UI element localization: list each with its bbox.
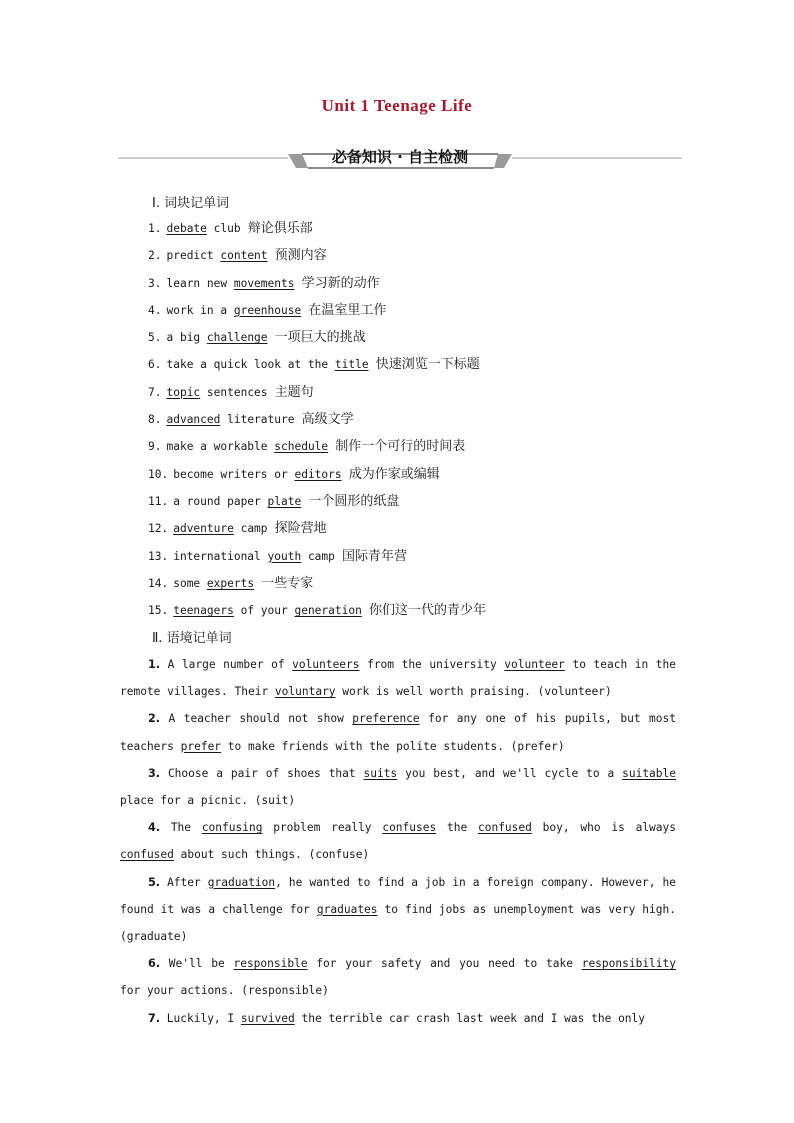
- context-text: from the university: [359, 658, 505, 671]
- vocab-number: 13.: [148, 549, 169, 563]
- context-item: [120, 1005, 676, 1032]
- context-answer: voluntary: [274, 685, 336, 699]
- context-item: [120, 869, 676, 951]
- vocab-answer: greenhouse: [233, 303, 302, 317]
- vocab-number: 3.: [148, 276, 162, 290]
- context-item: [120, 760, 676, 814]
- vocab-item: [148, 354, 486, 381]
- vocab-text: camp: [301, 549, 335, 563]
- context-text: about such things. (confuse): [173, 848, 370, 862]
- vocab-text: a round paper: [173, 494, 268, 508]
- vocab-translation: 在温室里工作: [304, 302, 387, 318]
- vocab-translation: 一些专家: [257, 575, 314, 591]
- context-text: work is well worth praising. (volunteer): [335, 685, 612, 699]
- context-text: We'll be: [160, 957, 234, 971]
- context-text: for your actions. (responsible): [120, 984, 329, 998]
- vocab-text: make a workable: [166, 440, 275, 454]
- context-text: to make friends with the polite students. (prefer): [221, 739, 565, 753]
- vocab-text: predict: [166, 249, 221, 263]
- vocab-number: 1.: [148, 222, 162, 235]
- vocab-translation: 你们这一代的青少年: [364, 603, 486, 619]
- vocab-list: [148, 218, 486, 627]
- vocab-answer: teenagers: [173, 604, 234, 618]
- vocab-text: literature: [220, 413, 295, 427]
- vocab-translation: 一项巨大的挑战: [270, 330, 366, 346]
- context-text: After: [160, 875, 208, 889]
- context-number: 3.: [148, 766, 161, 780]
- vocab-answer: advanced: [166, 413, 221, 427]
- vocab-answer: adventure: [173, 522, 234, 536]
- vocab-number: 4.: [148, 303, 162, 317]
- page-title: Unit 1 Teenage Life: [321, 96, 473, 115]
- context-number: 2.: [148, 712, 161, 726]
- vocab-translation: 学习新的动作: [297, 275, 380, 291]
- vocab-text: international: [173, 549, 268, 563]
- vocab-text: work in a: [166, 303, 234, 317]
- context-text: , he wanted to find a job in a foreign company. However, he found it was a challenge for: [120, 875, 676, 916]
- vocab-text: club: [206, 222, 241, 235]
- vocab-number: 6.: [148, 358, 162, 372]
- context-item: [120, 814, 676, 868]
- vocab-text: learn new: [166, 276, 234, 290]
- vocab-item: [148, 300, 486, 327]
- context-text: the terrible car crash last week and I was the only: [294, 1011, 646, 1025]
- vocab-item: [148, 573, 486, 600]
- context-item: [120, 651, 676, 705]
- context-answer: confused: [477, 821, 532, 835]
- context-answer: confuses: [382, 821, 437, 835]
- vocab-item: [148, 382, 486, 409]
- vocab-answer: editors: [294, 467, 342, 481]
- context-number: 7.: [148, 1011, 161, 1025]
- context-number: 5.: [148, 875, 161, 889]
- vocab-answer: schedule: [274, 440, 329, 454]
- vocab-text: of your: [233, 604, 295, 618]
- vocab-number: 12.: [148, 522, 169, 536]
- vocab-answer: plate: [267, 494, 302, 508]
- vocab-item: [148, 518, 486, 545]
- vocab-answer: youth: [267, 549, 302, 563]
- vocab-item: [148, 464, 486, 491]
- vocab-item: [148, 436, 486, 463]
- vocab-item: [148, 600, 486, 627]
- vocab-answer: debate: [166, 222, 207, 235]
- vocab-number: 2.: [148, 249, 162, 263]
- context-answer: prefer: [180, 739, 222, 753]
- vocab-number: 10.: [148, 467, 169, 481]
- context-answer: graduates: [316, 902, 378, 916]
- vocab-item: [148, 546, 486, 573]
- context-text: to find jobs as unemployment was very high. (graduate): [120, 902, 676, 944]
- context-answer: confused: [120, 848, 174, 862]
- context-answer: responsibility: [581, 957, 676, 971]
- context-text: place for a picnic. (suit): [120, 794, 296, 808]
- context-answer: volunteers: [292, 658, 360, 671]
- vocab-number: 15.: [148, 604, 169, 618]
- context-answer: suits: [363, 766, 398, 780]
- section-heading-1: Ⅰ. 词块记单词: [152, 196, 230, 211]
- context-text: Luckily, I: [160, 1011, 241, 1025]
- vocab-answer: challenge: [206, 331, 268, 345]
- context-answer: survived: [240, 1011, 295, 1025]
- section-banner: [118, 144, 682, 174]
- vocab-answer: experts: [206, 576, 255, 590]
- context-text: you best, and we'll cycle to a: [397, 766, 623, 780]
- vocab-item: [148, 218, 486, 245]
- vocab-translation: 快速浏览一下标题: [371, 357, 480, 373]
- vocab-translation: 国际青年营: [337, 548, 408, 564]
- vocab-translation: 制作一个可行的时间表: [331, 439, 466, 455]
- vocab-translation: 探险营地: [270, 521, 327, 537]
- vocab-number: 14.: [148, 576, 169, 590]
- vocab-answer: content: [220, 249, 268, 263]
- context-text: boy, who is always: [531, 821, 676, 835]
- context-item: [120, 705, 676, 759]
- vocab-answer: title: [334, 358, 369, 372]
- context-answer: preference: [352, 712, 420, 726]
- context-text: The: [160, 821, 202, 835]
- vocab-answer: generation: [294, 604, 362, 618]
- context-answer: volunteer: [504, 658, 565, 671]
- context-number: 1.: [148, 658, 161, 671]
- context-number: 4.: [148, 821, 161, 835]
- vocab-number: 9.: [148, 440, 162, 454]
- vocab-number: 7.: [148, 385, 162, 399]
- vocab-translation: 主题句: [270, 384, 314, 400]
- vocab-translation: 高级文学: [297, 412, 354, 428]
- vocab-text: some: [173, 576, 207, 590]
- vocab-answer: movements: [233, 276, 295, 290]
- vocab-item: [148, 245, 486, 272]
- context-answer: suitable: [622, 766, 676, 780]
- context-text: problem really: [262, 821, 383, 835]
- vocab-item: [148, 327, 486, 354]
- context-answer: responsible: [233, 957, 308, 971]
- context-text: the: [436, 821, 478, 835]
- vocab-translation: 一个圆形的纸盘: [304, 493, 400, 509]
- vocab-item: [148, 273, 486, 300]
- vocab-translation: 预测内容: [270, 248, 327, 264]
- vocab-text: a big: [166, 331, 207, 345]
- vocab-text: become writers or: [173, 467, 295, 481]
- context-text: for any one of his pupils, but most teachers: [120, 712, 676, 753]
- section-heading-2: Ⅱ. 语境记单词: [152, 631, 232, 646]
- banner-label: 必备知识 · 自主检测: [331, 148, 469, 166]
- context-text: for your safety and you need to take: [307, 957, 582, 971]
- context-text: A teacher should not show: [160, 712, 353, 726]
- context-item: [120, 950, 676, 1004]
- vocab-number: 8.: [148, 413, 162, 427]
- context-text: to teach in the remote villages. Their: [120, 658, 676, 699]
- context-answer: graduation: [207, 875, 276, 889]
- vocab-translation: 成为作家或编辑: [344, 466, 440, 482]
- vocab-text: take a quick look at the: [166, 358, 335, 372]
- context-exercises: [120, 651, 676, 1032]
- vocab-answer: topic: [166, 385, 201, 399]
- context-answer: confusing: [201, 821, 263, 835]
- context-number: 6.: [148, 957, 161, 971]
- context-text: A large number of: [160, 658, 293, 671]
- vocab-text: camp: [233, 522, 268, 536]
- vocab-number: 11.: [148, 494, 169, 508]
- vocab-item: [148, 409, 486, 436]
- vocab-item: [148, 491, 486, 518]
- vocab-number: 5.: [148, 331, 162, 345]
- vocab-text: sentences: [200, 385, 268, 399]
- context-text: Choose a pair of shoes that: [160, 766, 364, 780]
- vocab-translation: 辩论俱乐部: [243, 221, 313, 236]
